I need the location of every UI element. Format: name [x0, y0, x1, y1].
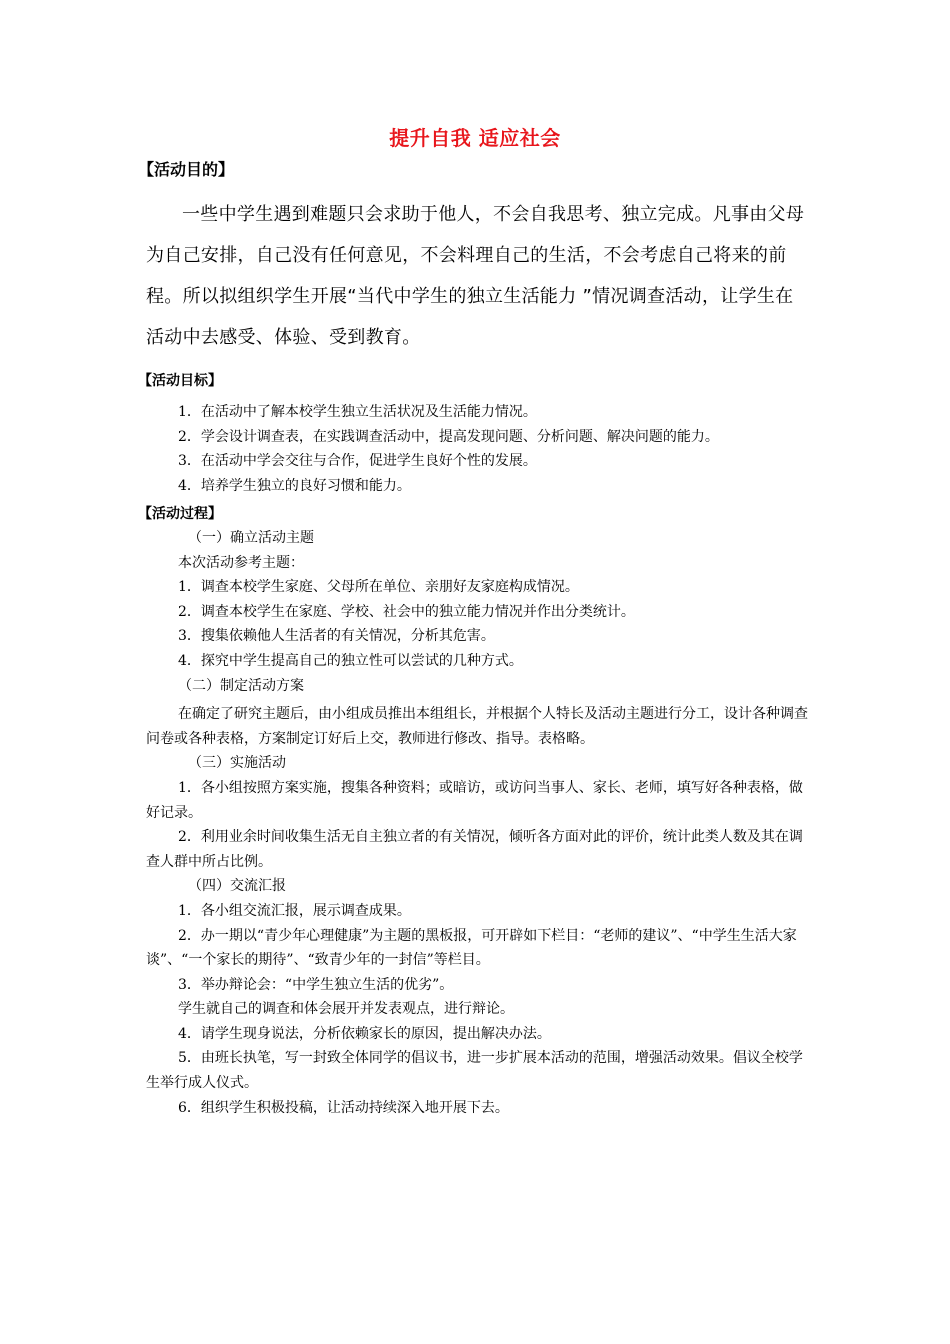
paragraph: 2．利用业余时间收集生活无自主独立者的有关情况，倾听各方面对此的评价，统计此类人数及其在调查人群中所占比例。 — [146, 829, 803, 870]
purpose-heading: 【活动目的】 — [138, 160, 235, 179]
list-item: 4．探究中学生提高自己的独立性可以尝试的几种方式。 — [178, 652, 523, 669]
purpose-paragraph: 一些中学生遇到难题只会求助于他人，不会自我思考、独立完成。凡事由父母为自己安排，自己没有任何意见，不会料理自己的生活，不会考虑自己将来的前程。所以拟组织学生开展“当代中学生的独立生活能力 ”情况调查活动，让学生在活动中去感受、体验、受到教育。 — [146, 204, 805, 348]
purpose-section — [146, 194, 808, 358]
goal-item: 2．学会设计调查表，在实践调查活动中，提高发现问题、分析问题、解决问题的能力。 — [178, 428, 719, 445]
list-item: 3．举办辩论会：“中学生独立生活的优劣”。 — [178, 976, 454, 993]
process-heading: 【活动过程】 — [138, 506, 222, 522]
paragraph: 学生就自己的调查和体会展开并发表观点，进行辩论。 — [178, 1001, 514, 1018]
list-item: 4．请学生现身说法，分析依赖家长的原因，提出解决办法。 — [178, 1025, 551, 1042]
goals-list — [146, 400, 814, 498]
goal-item: 4．培养学生独立的良好习惯和能力。 — [178, 477, 411, 494]
subsection-heading: （三）实施活动 — [188, 755, 286, 772]
list-item: 2．调查本校学生在家庭、学校、社会中的独立能力情况并作出分类统计。 — [178, 603, 635, 620]
list-item: 5．由班长执笔，写一封致全体同学的倡议书，进一步扩展本活动的范围，增强活动效果。倡议全校学生举行成人仪式。 — [146, 1050, 803, 1092]
subsection-heading: （一）确立活动主题 — [188, 530, 314, 546]
list-item: 6．组织学生积极投稿，让活动持续深入地开展下去。 — [178, 1099, 509, 1116]
list-item: 3．搜集依赖他人生活者的有关情况，分析其危害。 — [178, 628, 495, 645]
list-item: 1．调查本校学生家庭、父母所在单位、亲朋好友家庭构成情况。 — [178, 579, 579, 596]
list-item: 2．办一期以“青少年心理健康”为主题的黑板报，可开辟如下栏目：“老师的建议”、“中学生生活大家谈”、“一个家长的期待”、“致青少年的一封信”等栏目。 — [146, 927, 797, 969]
document-title: 提升自我 适应社会 — [389, 126, 561, 150]
list-item: 1．各小组交流汇报，展示调查成果。 — [178, 902, 411, 919]
subsection-heading: （二）制定活动方案 — [178, 677, 304, 694]
goal-item: 3．在活动中学会交往与合作，促进学生良好个性的发展。 — [178, 453, 537, 470]
goal-item: 1．在活动中了解本校学生独立生活状况及生活能力情况。 — [178, 404, 537, 420]
goals-heading: 【活动目标】 — [138, 373, 222, 389]
subsection-heading: （四）交流汇报 — [188, 878, 286, 895]
paragraph: 1．各小组按照方案实施，搜集各种资料；或暗访，或访问当事人、家长、老师，填写好各种表格，做好记录。 — [146, 779, 803, 821]
paragraph: 在确定了研究主题后，由小组成员推出本组组长，并根据个人特长及活动主题进行分工，设计各种调查问卷或各种表格，方案制定订好后上交，教师进行修改、指导。表格略。 — [146, 706, 808, 747]
paragraph: 本次活动参考主题： — [178, 554, 304, 571]
process-body — [146, 526, 814, 1120]
